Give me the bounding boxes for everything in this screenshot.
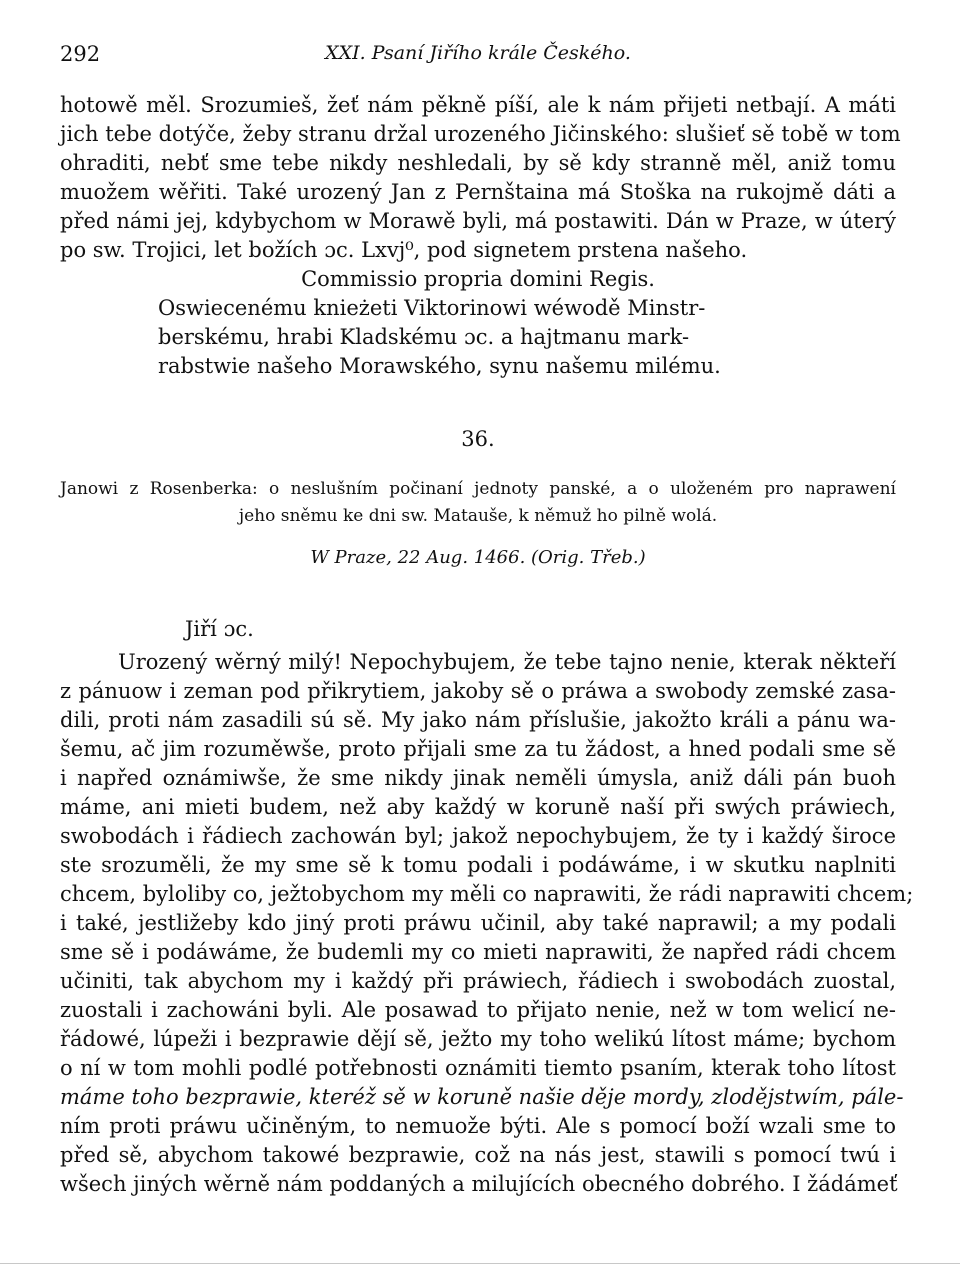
text-line: před námi jej, kdybychom w Morawě byli, má postawiti. Dán w Praze, w úterý (60, 209, 896, 233)
text-line: řádowé, lúpeži i bezprawie dějí sě, ježto my toho welikú lítost máme; bychom (60, 1027, 896, 1051)
text-line: o ní w tom mohli podlé potřebnosti oznámiti tiemto psaním, kterak toho lítost (60, 1056, 896, 1080)
letter-35-ending (60, 91, 901, 381)
commissio-line: Commissio propria domini Regis. (301, 267, 655, 291)
text-line: z pánuow i zeman pod přikrytiem, jakoby sě o práwa a swobody zemské zasa- (60, 679, 896, 703)
salutation-block (185, 615, 485, 644)
text-line: učiniti, tak abychom my i každý při práwiech, řádiech i swobodách zuostal, (60, 969, 896, 993)
address-line: berskému, hrabi Kladskému ɔc. a hajtmanu mark- (158, 325, 690, 349)
address-line: Oswiecenému knieżeti Viktorinowi wéwodě Minstr- (158, 296, 706, 320)
text-line: sme sě i podáwáme, že budemli my co mieti naprawiti, že napřed rádi chcem (60, 940, 896, 964)
salutation: Jiří ɔc. (185, 617, 254, 641)
dateline-block (60, 543, 896, 572)
letter-36-body (60, 648, 914, 1199)
text-line: chcem, byloliby co, ježtobychom my měli co naprawiti, že rádi naprawiti chcem; (60, 882, 914, 906)
dateline: W Praze, 22 Aug. 1466. (Orig. Třeb.) (310, 547, 646, 568)
address-line: rabstwie našeho Morawského, synu našemu milému. (158, 354, 721, 378)
text-line: máme toho bezprawie, kteréž sě w koruně našie děje mordy, zlodějstwím, pále- (60, 1085, 904, 1109)
page-edge-divider (0, 1263, 960, 1264)
text-line: ohraditi, nebť sme tebe nikdy neshledali, by sě kdy stranně měl, aniž tomu (60, 151, 896, 175)
text-line: před sě, abychom takowé bezprawie, což na nás jest, stawili s pomocí twú i (60, 1143, 896, 1167)
summary-line: Janowi z Rosenberka: o neslušním počinaní jednoty panské, a o uloženém pro naprawení (60, 479, 896, 499)
text-line: po sw. Trojici, let božích ɔc. Lxvj⁰, pod signetem prstena našeho. (60, 238, 748, 262)
text-line: wšech jiných wěrně nám poddaných a milujících obecného dobrého. I žádámeť (60, 1172, 898, 1196)
text-line: ste srozuměli, že my sme sě k tomu podali i podáwáme, i w skutku naplniti (60, 853, 896, 877)
page-header (60, 42, 896, 72)
document-summary (60, 476, 896, 530)
running-title: XXI. Psaní Jiřího krále Českého. (325, 42, 631, 64)
text-line: dili, proti nám zasadili sú sě. My jako nám příslušie, jakožto králi a pánu wa- (60, 708, 896, 732)
text-line: muožem wěřiti. Také urozený Jan z Pernštaina má Stoška na rukojmě dáti a (60, 180, 896, 204)
document-number: 36. (461, 427, 495, 451)
document-number-block (60, 425, 896, 454)
text-line: máme, ani mieti budem, než aby každý w koruně naší při swých práwiech, (60, 795, 896, 819)
summary-line: jeho sněmu ke dni sw. Matauše, k němuž ho pilně wolá. (238, 506, 718, 526)
text-line: šemu, ač jim rozuměwše, proto přijali sme za tu žádost, a hned podali sme sě (60, 737, 896, 761)
text-line: i napřed oznámiwše, že sme nikdy jinak neměli úmysla, aniž dáli pán buoh (60, 766, 896, 790)
text-line: ním proti práwu učiněným, to nemuože býti. Ale s pomocí boží wzali sme to (60, 1114, 896, 1138)
text-line: swobodách i řádiech zachowán byl; jakož nepochybujem, že ty i každý široce (60, 824, 896, 848)
text-line: zuostali i zachowáni byli. Ale posawad to přijato nenie, než w tom welicí ne- (60, 998, 896, 1022)
page-number: 292 (60, 42, 101, 66)
text-line: jich tebe dotýče, žeby stranu držal urozeného Jičinského: slušieť sě tobě w tom (60, 122, 901, 146)
text-line: Urozený wěrný milý! Nepochybujem, že tebe tajno nenie, kterak někteří (118, 650, 896, 674)
text-line: hotowě měl. Srozumieš, žeť nám pěkně píší, ale k nám přijeti netbají. A máti (60, 93, 896, 117)
text-line: i také, jestližeby kdo jiný proti práwu učinil, aby také naprawil; a my podali (60, 911, 896, 935)
